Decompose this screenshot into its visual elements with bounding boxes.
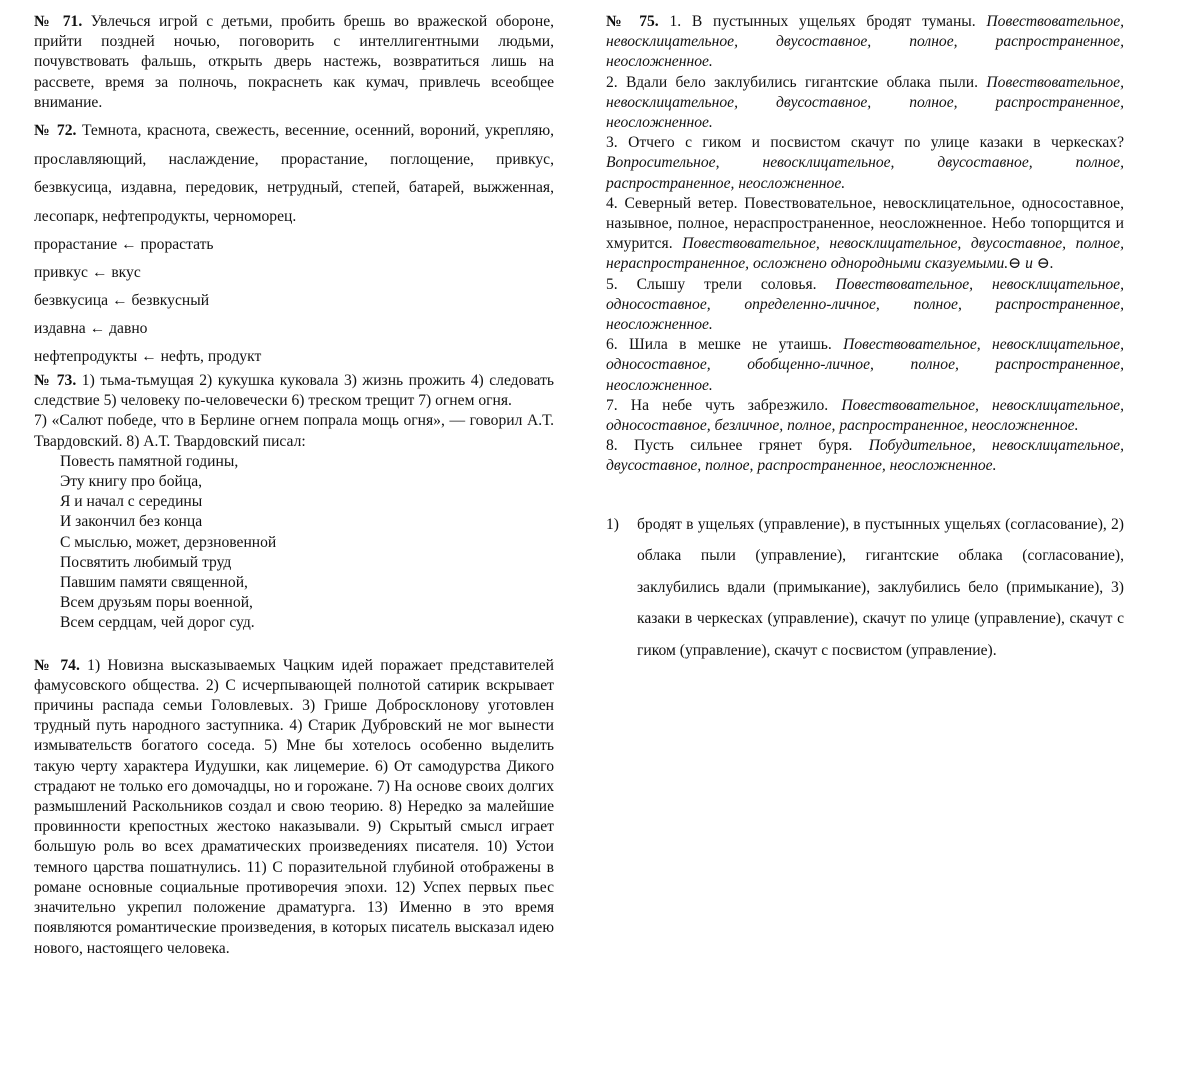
exercise-75-item-3 [606,133,1124,194]
exercise-75-item-7 [606,396,1124,436]
exercise-number: № 74. [34,656,80,674]
derivation-line: привкус ← вкус [34,264,141,282]
exercise-text: Увлечься игрой с детьми, пробить брешь во вражеской обороне, прийти поздней ночью, поговорить с интеллигентными людьми, почувствовать фальшь, открыть дверь настежь, возвратиться лишь на рассвете, время за полночь, покраснеть как кумач, привлечь всеобщее внимание. [34,13,555,111]
sentence: 2. Вдали бело заклубились гигантские облака пыли. [606,73,979,91]
derivation-line: нефтепродукты ← нефть, продукт [34,348,262,366]
exercise-text: 1) Новизна высказываемых Чацким идей поражает представителей фамусовского общества. 2) С исчерпывающей полнотой сатирик вскрывает причины распада семьи Головлевых. 3) Грише Добросклонову уготовлен трудный путь народного заступника. 4) Старик Дубровский не мог вынести измывательств богатого соседа. 5) Мне бы хотелось особенно выделить такую черту характера Иудушки, как лицемерие. 6) От самодурства Дикого страдают не только его домочадцы, но и горожане. 7) На основе своих долгих размышлений Раскольников создал и свою теорию. 8) Нередко за малейшие провинности крепостных жестоко наказывали. 9) Скрытый смысл играет большую роль во всех драматических произведениях писателя. 10) Устои темного царства пошатнулись. 11) С поразительной глубиной отображены в романе основные социальные противоречия эпохи. 12) Успех первых пьес значительно укрепил положение драматурга. 13) Именно в это время появляются романтические произведения, в которых писатель высказал идею нового, настоящего человека. [34,656,555,957]
poem [34,452,554,634]
poem-line: Всем друзьям поры военной, [60,594,253,612]
derivation-line: прорастание ← прорастать [34,236,214,254]
phrase-analysis [606,509,1124,667]
poem-line: Эту книгу про бойца, [60,473,203,491]
sentence-analysis: Повествовательное, невосклицательное, односоставное, обобщенно-личное, полное, распространенное, неосложненное. [606,336,1124,394]
exercise-73-quote: 7) «Салют победе, что в Берлине огнем попрала мощь огня», — говорил А.Т. Твардовский. 8) А.Т. Твардовский писал: [34,412,554,450]
exercise-75-item-8 [606,436,1124,476]
derivation-list [34,231,554,371]
sentence: 6. Шила в мешке не утаишь. [606,336,832,354]
sentence-analysis: Повествовательное, невосклицательное, двусоставное, полное, распространенное, неосложненное. [606,73,1124,132]
poem-line: Посвятить любимый труд [60,553,232,571]
sentence-analysis: Повествовательное, невосклицательное, односоставное, безличное, полное, распространенное, неосложненное. [606,396,1124,435]
phrase-analysis-label: 1) [606,515,619,533]
exercise-75-item-4 [606,194,1124,275]
poem-line: Повесть памятной годины, [60,452,239,470]
exercise-74 [34,656,554,959]
exercise-text: 1) тьма-тьмущая 2) кукушка куковала 3) жизнь прожить 4) следовать следствие 5) человеку по-человечески 6) треском трещит 7) огнем огня. [34,372,554,410]
exercise-number: № 72. [34,122,77,140]
exercise-72 [34,117,554,231]
poem-line: С мыслью, может, дерзновенной [60,533,277,551]
exercise-number: № 73. [34,372,77,390]
poem-line: Павшим памяти священной, [60,574,248,592]
sentence: 1. В пустынных ущельях бродят туманы. [669,13,976,30]
exercise-75-item-6 [606,335,1124,396]
sentence: 8. Пусть сильнее грянет буря. [606,437,853,455]
exercise-number: № 71. [34,13,83,30]
poem-line: Я и начал с середины [60,493,203,511]
exercise-73 [34,371,554,411]
sentence-analysis: Вопросительное, невосклицательное, двусоставное, полное, распространенное, неосложненное. [606,154,1124,192]
left-column [34,12,554,959]
exercise-75-item-1 [606,12,1124,73]
sentence: 7. На небе чуть забрезжило. [606,396,829,414]
sentence: 5. Слышу трели соловья. [606,275,817,293]
sentence: 4. Северный ветер. Повествовательное, невосклицательное, односоставное, назывное, полное, нераспространенное, неосложненное. Небо топорщится и хмурится. [606,194,1124,253]
poem-line: Всем сердцам, чей дорог суд. [60,614,255,632]
exercise-number: № 75. [606,13,659,30]
sentence-analysis: Повествовательное, невосклицательное, односоставное, определенно-личное, полное, распространенное, неосложненное. [606,275,1124,334]
derivation-line: безвкусица ← безвкусный [34,292,210,310]
derivation-line: издавна ← давно [34,320,148,338]
sentence-analysis: Повествовательное, невосклицательное, двусоставное, полное, распространенное, неосложненное. [606,13,1125,71]
exercise-75-item-2 [606,73,1124,134]
exercise-text: Темнота, краснота, свежесть, весенние, осенний, вороний, укрепляю, прославляющий, наслаждение, прорастание, поглощение, привкус, безвкусица, издавна, передовик, нетрудный, степей, батарей, выжженная, лесопарк, нефтепродукты, черноморец. [34,122,554,225]
sentence: 3. Отчего с гиком и посвистом скачут по улице казаки в черкесках? [606,134,1124,152]
right-column [606,12,1124,666]
sentence-analysis: Побудительное, невосклицательное, двусоставное, полное, распространенное, неосложненное. [606,437,1125,475]
exercise-71 [34,12,554,113]
exercise-75-item-5 [606,275,1124,336]
phrase-analysis-text: бродят в ущельях (управление), в пустынных ущельях (согласование), 2) облака пыли (управление), гигантские облака (согласование), заклубились вдали (примыкание), заклубились бело (примыкание), 3) казаки в черкесках (управление), скачут по улице (управление), скачут с гиком (управление), скачут с посвистом (управление). [637,515,1124,659]
sentence-analysis: Повествовательное, невосклицательное, двусоставное, полное, нераспространенное, осложнено однородными сказуемыми.⊖ и ⊖. [606,235,1124,273]
poem-line: И закончил без конца [60,513,203,531]
